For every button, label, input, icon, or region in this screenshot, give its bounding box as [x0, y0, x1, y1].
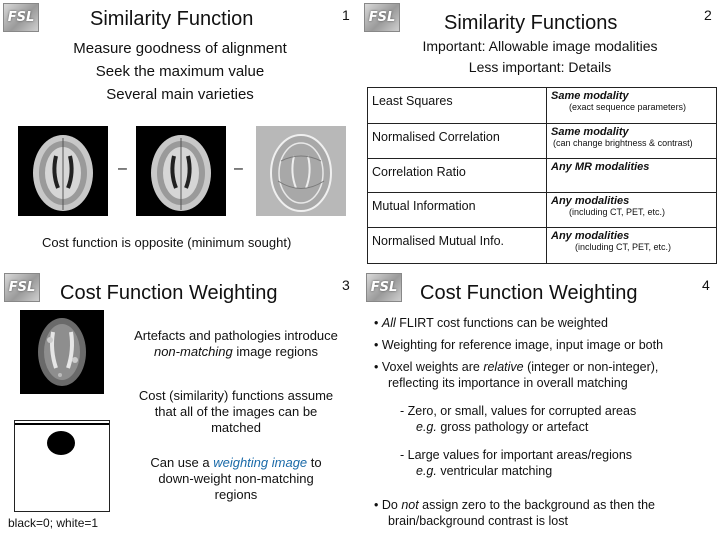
page-number: 2 [704, 7, 712, 23]
text-line [400, 419, 710, 435]
modality-cell [547, 124, 717, 159]
slide-similarity-functions [360, 0, 720, 270]
table-row [368, 88, 717, 124]
bullet-line: Several main varieties [106, 86, 254, 103]
text-line: - Zero, or small, values for corrupted areas [400, 404, 637, 418]
similarity-function-table [367, 87, 717, 264]
bullet-list [374, 315, 714, 391]
brain-image-2 [136, 126, 226, 216]
text-span: Voxel weights are [381, 360, 484, 374]
fsl-logo: FSL [4, 273, 40, 302]
text-line [116, 455, 356, 471]
text-line [116, 344, 356, 360]
modality-note: (can change brightness & contrast) [553, 138, 693, 148]
slide-title: Similarity Functions [444, 12, 618, 34]
bullet-continuation: brain/background contrast is lost [388, 514, 568, 528]
text-line: matched [211, 420, 261, 435]
brain-image-1 [18, 126, 108, 216]
text-line: Artefacts and pathologies introduce [134, 328, 338, 343]
text-line: - Large values for important areas/regions [400, 448, 633, 462]
cost-function-caption: Cost function is opposite (minimum sought) [42, 235, 292, 250]
weighting-mask-image [14, 420, 110, 512]
bullet-continuation: reflecting its importance in overall matching [388, 376, 628, 390]
modality-cell [547, 159, 717, 193]
text-line: Cost (similarity) functions assume [138, 388, 334, 403]
subtitle-less-important: Less important: Details [468, 59, 612, 75]
mask-caption: black=0; white=1 [8, 516, 99, 530]
slide-title: Cost Function Weighting [60, 282, 278, 304]
bullet-item: • Weighting for reference image, input image or both [374, 338, 664, 352]
slide-cost-function-weighting-details [360, 270, 720, 540]
fsl-logo: FSL [366, 273, 402, 302]
emphasis-text: non-matching [153, 344, 233, 359]
page-number: 1 [342, 7, 350, 23]
emphasis-text: All [381, 316, 396, 330]
emphasis-text: weighting image [213, 455, 308, 470]
sub-bullet-zero [400, 403, 710, 435]
modality-cell [547, 228, 717, 264]
function-name: Least Squares [368, 88, 547, 124]
text-line: that all of the images can be [154, 404, 318, 419]
text-line [400, 463, 710, 479]
slide-cost-function-weighting [0, 270, 360, 540]
bullet-line: Seek the maximum value [95, 63, 265, 80]
text-span: image regions [232, 344, 319, 359]
emphasis-text: not [401, 498, 419, 512]
bullet-list-2 [374, 497, 714, 529]
paragraph-artefacts [116, 328, 356, 360]
modality-label: Any modalities [551, 195, 630, 207]
text-span: FLIRT cost functions can be weighted [395, 316, 608, 330]
table-row [368, 193, 717, 228]
text-span: assign zero to the background as then the [418, 498, 655, 512]
modality-label: Same modality [551, 90, 629, 102]
modality-note: (exact sequence parameters) [569, 102, 687, 112]
slide-title: Cost Function Weighting [420, 282, 638, 304]
paragraph-assumption [116, 388, 356, 436]
text-span: to [307, 455, 322, 470]
table-row [368, 228, 717, 264]
page-number: 4 [702, 277, 710, 293]
minus-sign: – [118, 160, 127, 177]
epi-brain-image [20, 310, 104, 394]
function-name: Normalised Mutual Info. [368, 228, 547, 264]
page-number: 3 [342, 277, 350, 293]
slide-title: Similarity Function [90, 8, 254, 30]
emphasis-text: e.g. [416, 464, 437, 478]
function-name: Normalised Correlation [368, 124, 547, 159]
fsl-logo: FSL [3, 3, 39, 32]
sub-bullet-large [400, 447, 710, 479]
emphasis-text: e.g. [416, 420, 437, 434]
modality-cell [547, 193, 717, 228]
bullet-item: • Voxel weights are relative (integer or non-integer), [374, 360, 659, 374]
modality-note: (including CT, PET, etc.) [569, 207, 666, 217]
emphasis-text: relative [483, 360, 524, 374]
slide-similarity-function [0, 0, 360, 270]
text-span: Do [381, 498, 402, 512]
table-row [368, 124, 717, 159]
paragraph-weighting-image [116, 455, 356, 503]
text-span: ventricular matching [436, 464, 553, 478]
text-span: Weighting for reference image, input image or both [381, 338, 664, 352]
table-row [368, 159, 717, 193]
text-span: Can use a [150, 455, 214, 470]
bullet-item: • All FLIRT cost functions can be weighted [374, 316, 608, 330]
bullet-line: Measure goodness of alignment [73, 40, 287, 57]
text-line: regions [214, 487, 258, 502]
function-name: Correlation Ratio [368, 159, 547, 193]
subtitle-important: Important: Allowable image modalities [422, 38, 658, 54]
modality-label: Any modalities [551, 230, 630, 242]
modality-cell [547, 88, 717, 124]
modality-label: Same modality [551, 126, 629, 138]
minus-sign: – [234, 160, 243, 177]
bullet-item: • Do not assign zero to the background as then the [374, 498, 655, 512]
modality-label: Any MR modalities [551, 161, 650, 173]
function-name: Mutual Information [368, 193, 547, 228]
modality-note: (including CT, PET, etc.) [575, 242, 672, 252]
text-span: (integer or non-integer), [523, 360, 659, 374]
fsl-logo: FSL [364, 3, 400, 32]
text-line: down-weight non-matching [158, 471, 314, 486]
text-span: gross pathology or artefact [436, 420, 589, 434]
brain-difference-image [256, 126, 346, 216]
